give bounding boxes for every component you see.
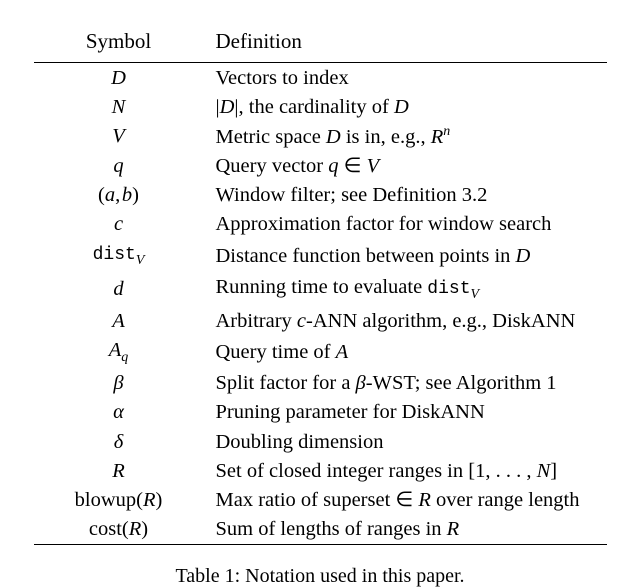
table-row	[34, 92, 607, 121]
cell-definition: Approximation factor for window search	[215, 213, 552, 236]
cell-definition: Split factor for a β-WST; see Algorithm 1	[215, 372, 557, 395]
cell-symbol: (a, b)	[98, 184, 139, 207]
table-caption: Table 1: Notation used in this paper.	[175, 564, 465, 587]
cell-symbol: R	[112, 459, 125, 482]
table-row	[34, 181, 607, 210]
table-row	[34, 121, 607, 151]
cell-symbol: c	[113, 213, 124, 236]
table-head	[34, 22, 607, 63]
table-body	[34, 63, 607, 545]
cell-symbol: A	[112, 309, 125, 332]
table-row	[34, 63, 607, 93]
cell-symbol: $A_q$	[108, 338, 129, 365]
table-row	[34, 272, 607, 306]
notation-table	[34, 22, 607, 545]
cell-definition: Running time to evaluate dist$_V$	[215, 275, 480, 303]
cell-symbol: δ	[113, 430, 124, 453]
table-row	[34, 369, 607, 398]
cell-definition: Set of closed integer ranges in [1, . . . , N]	[215, 459, 558, 482]
cell-symbol: N	[111, 95, 126, 118]
column-header-symbol: Symbol	[85, 29, 152, 53]
cell-definition: Query vector q ∈ V	[215, 154, 380, 177]
table-row	[34, 239, 607, 273]
cell-symbol: β	[113, 372, 124, 395]
table-row	[34, 151, 607, 180]
cell-definition: Max ratio of superset ∈ R over range length	[215, 488, 580, 511]
table-row	[34, 485, 607, 514]
cell-definition: Metric space D is in, e.g., $R^n$	[215, 123, 451, 148]
cell-definition: Doubling dimension	[215, 430, 384, 453]
table-row	[34, 306, 607, 335]
table-row	[34, 210, 607, 239]
cell-symbol: V	[112, 125, 125, 148]
cell-definition: Pruning parameter for DiskANN	[215, 401, 485, 424]
table-header-row	[34, 22, 607, 63]
cell-symbol: cost(R)	[34, 515, 204, 545]
cell-definition: Distance function between points in D	[215, 244, 531, 267]
cell-symbol: dist$_V$	[92, 245, 145, 269]
table-row	[34, 427, 607, 456]
cell-definition: Query time of A	[215, 340, 349, 363]
cell-definition: Vectors to index	[204, 63, 607, 93]
table-row	[34, 335, 607, 369]
table-row	[34, 515, 607, 545]
column-header-definition: Definition	[215, 29, 302, 53]
cell-symbol: blowup(R)	[74, 488, 163, 511]
cell-definition: Window filter; see Definition 3.2	[215, 184, 488, 207]
cell-symbol: α	[113, 401, 124, 424]
cell-symbol: D	[34, 63, 204, 93]
cell-definition: Arbitrary c-ANN algorithm, e.g., DiskANN	[215, 309, 576, 332]
cell-symbol: q	[113, 154, 124, 177]
cell-symbol: d	[113, 278, 124, 301]
table-row	[34, 398, 607, 427]
cell-definition: Sum of lengths of ranges in R	[204, 515, 607, 545]
table-row	[34, 456, 607, 485]
cell-definition: |D|, the cardinality of D	[215, 95, 409, 118]
